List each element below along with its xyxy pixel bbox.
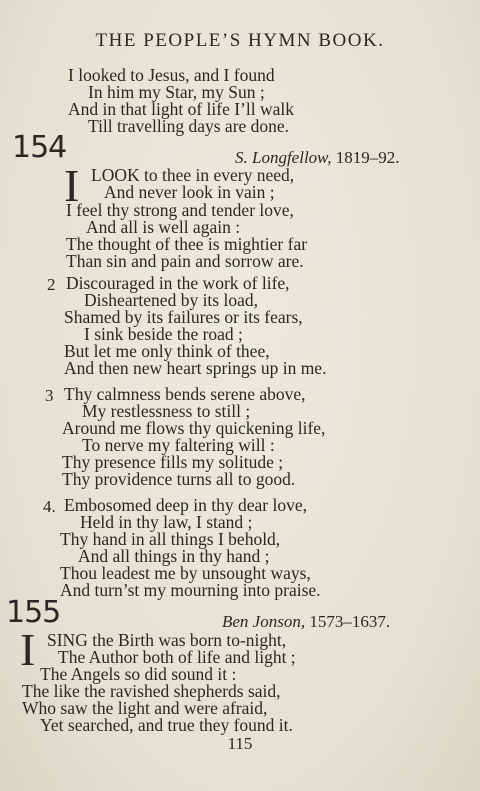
verse-line: Around me flows thy quickening life, <box>62 418 326 438</box>
verse-line: Till travelling days are done. <box>88 116 290 136</box>
verse-line: Than sin and pain and sorrow are. <box>66 251 304 271</box>
verse-line: Thou leadest me by unsought ways, <box>60 563 311 583</box>
verse-line: Disheartened by its load, <box>84 290 258 310</box>
author-name: Ben Jonson, <box>222 612 306 631</box>
verse-line: And in that light of life I’ll walk <box>68 99 294 119</box>
verse-line: Thy presence fills my solitude ; <box>62 452 284 472</box>
verse-line: The thought of thee is mightier far <box>66 234 308 254</box>
author-dates: 1573–1637. <box>309 612 391 631</box>
verse-line: Thy providence turns all to good. <box>62 469 296 489</box>
author-dates: 1819–92. <box>335 148 400 167</box>
verse-number: 4. <box>43 497 56 516</box>
drop-cap: I <box>64 160 80 211</box>
verse-line: And then new heart springs up in me. <box>64 358 327 378</box>
verse-line: Thy hand in all things I behold, <box>60 529 281 549</box>
author-name: S. Longfellow, <box>235 148 332 167</box>
verse-line: SING the Birth was born to-night, <box>47 630 287 650</box>
verse-number: 2 <box>47 275 56 294</box>
verse-line: And never look in vain ; <box>104 182 275 202</box>
verse-line: I sink beside the road ; <box>84 324 243 344</box>
verse-line: Who saw the light and were afraid, <box>22 698 268 718</box>
verse-line: Shamed by its failures or its fears, <box>64 307 303 327</box>
verse-line: And turn’st my mourning into praise. <box>60 580 321 600</box>
hymn-number: 154 <box>12 130 67 165</box>
verse-line: Held in thy law, I stand ; <box>80 512 253 532</box>
verse-line: I looked to Jesus, and I found <box>68 65 275 85</box>
verse-line: In him my Star, my Sun ; <box>88 82 265 102</box>
verse-line: Thy calmness bends serene above, <box>64 384 306 404</box>
verse-line: Embosomed deep in thy dear love, <box>64 495 307 515</box>
verse-line: The like the ravished shepherds said, <box>22 681 281 701</box>
verse-line: My restlessness to still ; <box>82 401 251 421</box>
verse-line: LOOK to thee in every need, <box>91 165 295 185</box>
verse-number: 3 <box>45 386 54 405</box>
running-header: THE PEOPLE’S HYMN BOOK. <box>95 30 385 51</box>
verse-line: And all things in thy hand ; <box>78 546 270 566</box>
page-number: 115 <box>227 734 253 753</box>
hymn-author <box>222 612 390 632</box>
verse-line: Discouraged in the work of life, <box>66 273 290 293</box>
verse-line: But let me only think of thee, <box>64 341 270 361</box>
verse-line: And all is well again : <box>86 217 241 237</box>
verse-line: The Angels so did sound it : <box>40 664 237 684</box>
verse-line: To nerve my faltering will : <box>82 435 275 455</box>
hymn-number: 155 <box>6 595 61 630</box>
verse-line: Yet searched, and true they found it. <box>40 715 293 735</box>
verse-line: I feel thy strong and tender love, <box>66 200 294 220</box>
verse-line: The Author both of life and light ; <box>58 647 296 667</box>
drop-cap: I <box>20 624 36 675</box>
